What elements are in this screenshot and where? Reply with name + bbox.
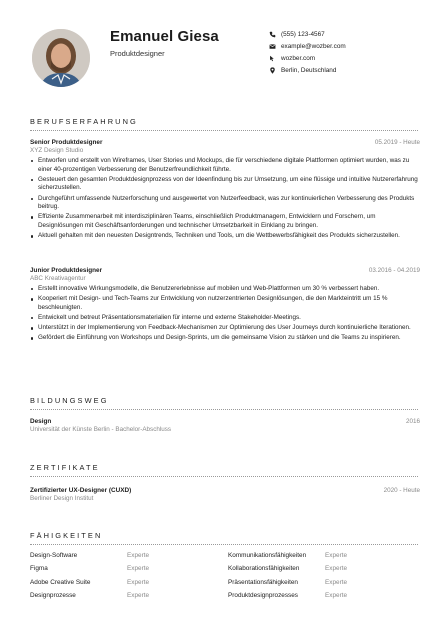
skill-name: Design-Software <box>30 552 78 559</box>
contact-location <box>269 65 439 77</box>
job-title: Senior Produktdesigner <box>30 139 103 146</box>
candidate-name: Emanuel Giesa <box>110 28 219 45</box>
contact-phone <box>269 28 439 40</box>
bullet-item: Gesteuert den gesamten Produktdesignprozess von der Ideenfindung bis zur Umsetzung, um eine flüssige und intuitive Nutzererfahrung sicherzustellen. <box>30 176 420 193</box>
job-bullets <box>30 157 420 241</box>
certificate-org: Berliner Design Institut <box>30 495 94 502</box>
skill-name: Designprozesse <box>30 592 76 600</box>
education-entry <box>30 418 420 433</box>
phone-icon <box>269 31 281 38</box>
skill-level: Experte <box>325 552 348 559</box>
candidate-title: Produktdesigner <box>110 49 165 58</box>
bullet-item: Kooperiert mit Design- und Tech-Teams zur Entwicklung von nutzerzentrierten Designlösungen, die den Markteintritt um 15 % beschleunigten. <box>30 295 420 312</box>
bullet-item: Effiziente Zusammenarbeit mit interdisziplinären Teams, einschließlich Produktmanagern, Entwicklern und Forschern, um Designlösungen mit Geschäftsanforderungen und technischer Umsetzbarkeit in Einklang zu bringen. <box>30 213 420 230</box>
job-bullets <box>30 285 420 343</box>
contact-website-text: wozber.com <box>281 54 316 62</box>
section-title-education: BILDUNGSWEG <box>30 396 109 405</box>
section-divider <box>30 476 418 477</box>
skill-row <box>30 552 420 565</box>
skill-level: Experte <box>127 565 150 573</box>
skill-name: Kommunikationsfähigkeiten <box>228 552 307 559</box>
bullet-item: Gefördert die Einführung von Workshops und Design-Sprints, um die gemeinsame Vision zu stärken und die Teams zu inspirieren. <box>30 334 420 343</box>
skill-level: Experte <box>325 578 348 586</box>
skill-name: Adobe Creative Suite <box>30 578 91 586</box>
skill-level: Experte <box>325 592 348 600</box>
bullet-item: Entworfen und erstellt von Wireframes, User Stories und Mockups, die für verschiedene digitale Plattformen optimiert wurden, was zu einer 40-prozentigen Verbesserung der Benutzerfreundlichkeit führte. <box>30 157 420 174</box>
section-title-skills: FÄHIGKEITEN <box>30 531 103 540</box>
bullet-item: Aktuell gehalten mit den neuesten Designtrends, Techniken und Tools, um die Wettbewerbsfähigkeit des Produkts sicherzustellen. <box>30 232 420 241</box>
section-divider <box>30 409 418 410</box>
bullet-item: Entwickelt und betreut Präsentationsmaterialien für interne und externe Stakeholder-Meetings. <box>30 314 420 323</box>
education-org: Universität der Künste Berlin - Bachelor-Abschluss <box>30 426 172 433</box>
job-date: 03.2016 - 04.2019 <box>368 267 420 274</box>
bullet-item: Durchgeführt umfassende Nutzerforschung und ausgewertet von Nutzerfeedback, was zur kontinuierlichen Verbesserung des Produkts beitrug. <box>30 195 420 212</box>
skill-row <box>30 565 420 578</box>
avatar <box>32 29 90 87</box>
bullet-item: Erstellt innovative Wirkungsmodelle, die Benutzererlebnisse auf mobilen und Web-Plattformen um 30 % verbessert haben. <box>30 285 420 294</box>
job-date: 05.2019 - Heute <box>374 139 420 146</box>
skill-name: Präsentationsfähigkeiten <box>228 578 298 586</box>
mail-icon <box>269 43 281 50</box>
skill-level: Experte <box>325 565 348 573</box>
section-title-experience: BERUFSERFAHRUNG <box>30 117 138 126</box>
job-title: Junior Produktdesigner <box>30 267 103 274</box>
resume-header <box>0 0 448 100</box>
skill-name: Figma <box>30 565 48 573</box>
skill-level: Experte <box>127 552 150 559</box>
certificate-entry <box>30 487 420 502</box>
certificate-title: Zertifizierter UX-Designer (CUXD) <box>30 487 132 494</box>
job-org: ABC Kreativagentur <box>30 275 86 282</box>
skill-row <box>30 579 420 592</box>
experience-entry <box>30 267 420 345</box>
job-org: XYZ Design Studio <box>30 147 84 154</box>
link-icon <box>269 55 281 62</box>
skill-level: Experte <box>127 592 150 600</box>
skill-level: Experte <box>127 578 150 586</box>
contact-phone-text: (555) 123-4567 <box>281 30 325 38</box>
avatar-photo-icon <box>32 29 90 87</box>
location-icon <box>269 67 281 74</box>
experience-entry <box>30 139 420 242</box>
certificate-date: 2020 - Heute <box>383 487 420 494</box>
contact-website[interactable] <box>269 52 439 64</box>
section-title-certificates: ZERTIFIKATE <box>30 463 100 472</box>
contact-list <box>269 28 439 77</box>
section-divider <box>30 130 418 131</box>
section-divider <box>30 544 418 545</box>
education-date: 2016 <box>405 418 420 425</box>
bullet-item: Unterstützt in der Implementierung von Feedback-Mechanismen zur Optimierung des User Journeys durch kontinuierliche Iterationen. <box>30 324 420 333</box>
contact-email-text: example@wozber.com <box>281 42 346 50</box>
contact-location-text: Berlin, Deutschland <box>281 67 337 75</box>
skills-table <box>30 552 420 606</box>
contact-email[interactable] <box>269 40 439 52</box>
skill-name: Kollaborationsfähigkeiten <box>228 565 300 573</box>
skill-row <box>30 592 420 605</box>
education-title: Design <box>30 418 52 425</box>
skill-name: Produktdesignprozesses <box>228 592 298 600</box>
